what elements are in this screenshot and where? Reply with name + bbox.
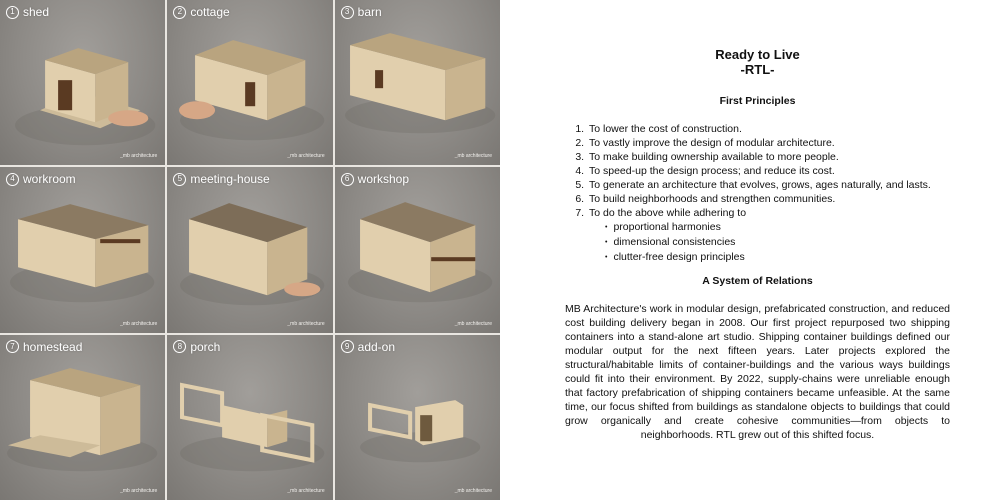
- section-system-of-relations: A System of Relations: [702, 275, 813, 287]
- tile-porch: [167, 335, 332, 500]
- tile-credit: _mb architecture: [454, 153, 492, 160]
- tile-credit: _mb architecture: [120, 487, 158, 494]
- principle-item: 5. To generate an architecture that evolves, grows, ages naturally, and lasts.: [587, 178, 950, 192]
- tile-workshop: [335, 167, 500, 332]
- tile-shed: [0, 0, 165, 165]
- doc-title-line2: -RTL-: [740, 62, 775, 77]
- section-first-principles: First Principles: [719, 95, 796, 107]
- tile-credit: _mb architecture: [120, 153, 158, 160]
- tile-meeting-house: [167, 167, 332, 332]
- tile-credit: _mb architecture: [120, 320, 158, 327]
- principle-item: 7. To do the above while adhering to • proportional harmonies • dimensional consistencies • clutter-free design principles: [587, 206, 950, 265]
- barn-model-image: [335, 0, 500, 165]
- shed-model-image: [0, 0, 165, 165]
- tile-homestead: [0, 335, 165, 500]
- tile-credit: _mb architecture: [287, 487, 325, 494]
- tile-label: 2 cottage: [173, 5, 229, 19]
- sub-principle-item: • dimensional consistencies: [603, 235, 950, 250]
- tile-label: 6 workshop: [341, 172, 409, 186]
- principle-item: 1. To lower the cost of construction.: [587, 122, 950, 136]
- meeting-house-model-image: [167, 167, 332, 332]
- sub-principle-item: • clutter-free design principles: [603, 250, 950, 265]
- tile-label: 1 shed: [6, 5, 49, 19]
- relations-paragraph: MB Architecture's work in modular design, prefabricated construction, and reduced cost building delivery began in 2008. Our first project repurposed two shipping containers into a stand-alone art studio. Shipping container buildings defined our modular output for the next fifteen years. Later projects explored the structural/habitable limits of container-buildings and the various ways buildings could fit into their environment. By 2022, supply-chains were unreliable enough that factory prefabrication of shipping containers became unfeasible. At the same time, our focus shifted from buildings as standalone objects to buildings that could grow organically and create cohesive communities—from objects to neighborhoods. RTL grew out of this shifted focus.: [565, 303, 950, 441]
- tile-label: 9 add-on: [341, 340, 395, 354]
- sub-principle-item: • proportional harmonies: [603, 220, 950, 235]
- tile-credit: _mb architecture: [454, 320, 492, 327]
- tile-label: 7 homestead: [6, 340, 82, 354]
- tile-label: 8 porch: [173, 340, 220, 354]
- tile-credit: _mb architecture: [287, 320, 325, 327]
- tile-cottage: [167, 0, 332, 165]
- tile-barn: [335, 0, 500, 165]
- tile-label: 3 barn: [341, 5, 382, 19]
- principle-item: 4. To speed-up the design process; and reduce its cost.: [587, 164, 950, 178]
- doc-title-line1: Ready to Live: [715, 47, 800, 62]
- principle-item: 2. To vastly improve the design of modular architecture.: [587, 136, 950, 150]
- workroom-model-image: [0, 167, 165, 332]
- workshop-model-image: [335, 167, 500, 332]
- principle-item: 6. To build neighborhoods and strengthen communities.: [587, 192, 950, 206]
- tile-label: 5 meeting-house: [173, 172, 269, 186]
- rtl-document: [565, 47, 950, 442]
- tile-add-on: [335, 335, 500, 500]
- sub-principles-list: [589, 220, 950, 265]
- tile-credit: _mb architecture: [454, 487, 492, 494]
- principle-item: 3. To make building ownership available to more people.: [587, 150, 950, 164]
- tile-label: 4 workroom: [6, 172, 76, 186]
- add-on-model-image: [335, 335, 500, 500]
- porch-model-image: [167, 335, 332, 500]
- cottage-model-image: [167, 0, 332, 165]
- tile-workroom: [0, 167, 165, 332]
- homestead-model-image: [0, 335, 165, 500]
- tile-credit: _mb architecture: [287, 153, 325, 160]
- principles-list: [565, 122, 950, 265]
